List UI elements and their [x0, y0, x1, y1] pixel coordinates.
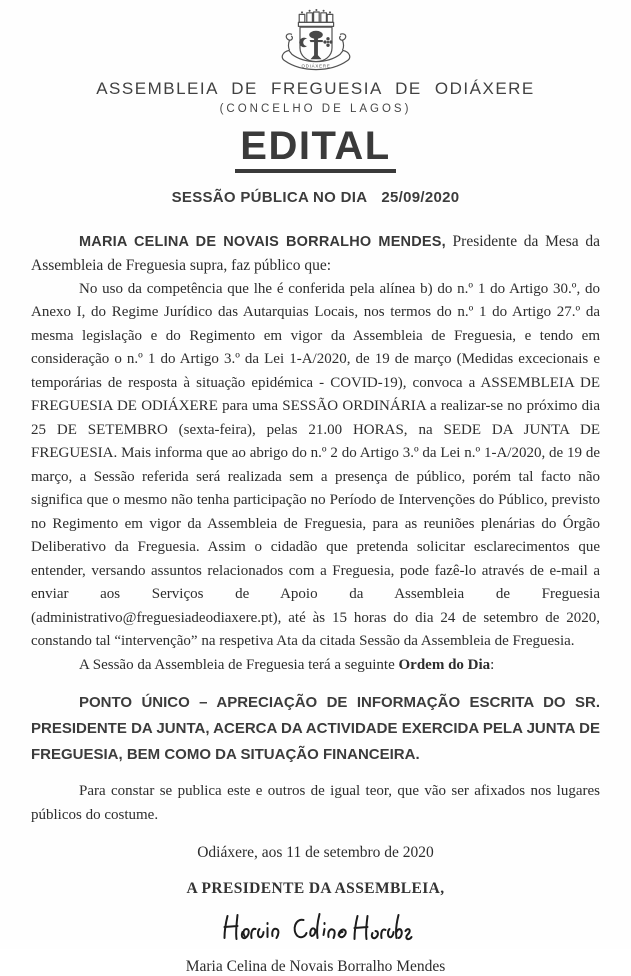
ponto-unico-paragraph: PONTO ÚNICO – APRECIAÇÃO DE INFORMAÇÃO ESCRITA DO SR. PRESIDENTE DA JUNTA, ACERCA DA ACTIVIDADE EXERCIDA PELA JUNTA DE FREGUESIA, BEM COMO DA SITUAÇÃO FINANCEIRA.	[31, 694, 600, 764]
intro-paragraph	[31, 230, 600, 278]
signature-script-icon	[213, 902, 418, 952]
intro-text: Presidente da Mesa da Assembleia de Freguesia supra, faz público que:	[31, 232, 600, 274]
org-name: ASSEMBLEIA DE FREGUESIA DE ODIÁXERE	[96, 79, 535, 98]
body-paragraph: No uso da competência que lhe é conferida pela alínea b) do n.º 1 do Artigo 30.º, do Anexo I, do Regime Jurídico das Autarquias Locais, nos termos do n.º 1 do Artigo 27.º da mesma legislação e do Regimento em vigor da Assembleia de Freguesia, e tendo em consideração o n.º 1 do Artigo 3.º da Lei 1-A/2020, de 19 de março (Medidas excecionais e temporárias de resposta à situação epidémica - COVID-19), convoca a ASSEMBLEIA DE FREGUESIA DE ODIÁXERE para uma SESSÃO ORDINÁRIA a realizar-se no próximo dia 25 DE SETEMBRO (sexta-feira), pelas 21.00 HORAS, na SEDE DA JUNTA DE FREGUESIA. Mais informa que ao abrigo do n.º 2 do Artigo 3.º da Lei n.º 1-A/2020, de 19 de março, a Sessão referida será realizada sem a presença de público, porém tal facto não significa que o mesmo não tenha participação no Período de Intervenções do Público, previsto no Regimento em vigor da Assembleia de Freguesia, para as reuniões plenárias do Órgão Deliberativo da Freguesia. Assim o cidadão que pretenda solicitar esclarecimentos que entender, versando assuntos relacionados com a Freguesia, pode fazê-lo através de e-mail a enviar aos Serviços de Apoio da Assembleia de Freguesia (administrativo@freguesiadeodiaxere.pt), até às 15 horas do dia 24 de setembro de 2020, constando tal “intervenção” na respetiva Ata da citada Sessão da Assembleia de Freguesia.	[31, 280, 600, 650]
session-date: 25/09/2020	[381, 188, 460, 206]
session-line	[31, 189, 600, 206]
coat-of-arms	[31, 8, 600, 72]
signature-handwriting	[31, 902, 600, 952]
crest-scroll-text: ODIÁXERE	[300, 63, 331, 69]
signed-name: Maria Celina de Novais Borralho Mendes	[185, 958, 446, 976]
ordem-do-dia-label: Ordem do Dia	[398, 656, 491, 673]
ordem-prefix: A Sessão da Assembleia de Freguesia terá a seguinte	[79, 656, 399, 673]
president-name: MARIA CELINA DE NOVAIS BORRALHO MENDES,	[79, 233, 446, 250]
org-subtitle: (CONCELHO DE LAGOS)	[219, 103, 412, 115]
ordem-suffix: :	[490, 656, 495, 673]
ordem-do-dia-line	[31, 654, 600, 678]
signature-heading: A PRESIDENTE DA ASSEMBLEIA,	[186, 880, 445, 898]
coat-of-arms-icon	[279, 8, 353, 72]
closing-paragraph: Para constar se publica este e outros de igual teor, que vão ser afixados nos lugares públicos do costume.	[31, 783, 600, 823]
document-title: EDITAL	[235, 126, 395, 173]
session-label: SESSÃO PÚBLICA NO DIA	[171, 188, 368, 206]
place-date-line: Odiáxere, aos 11 de setembro de 2020	[197, 844, 434, 862]
